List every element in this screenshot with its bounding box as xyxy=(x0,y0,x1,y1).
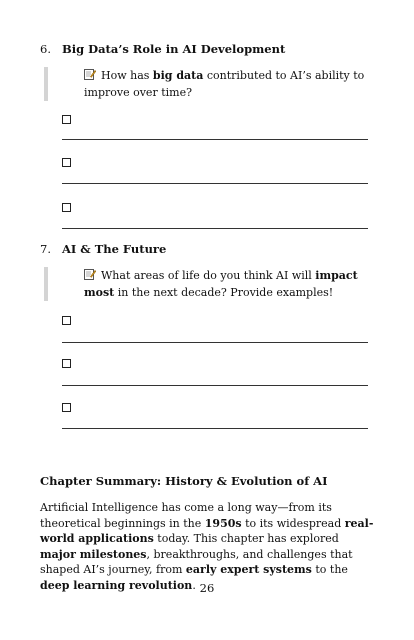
summary-title: Chapter Summary: History & Evolution of AI xyxy=(40,474,328,488)
text-run: What areas of life do you think AI will xyxy=(101,269,316,282)
answer-line[interactable] xyxy=(62,183,368,184)
bold-phrase: deep learning revolution xyxy=(40,578,193,592)
bold-phrase: impact most xyxy=(84,269,358,299)
summary-paragraph xyxy=(40,500,375,594)
text-run: today. This chapter has explored xyxy=(153,532,339,546)
text-run: contributed to AI’s ability to improve over time? xyxy=(84,69,365,99)
text-run: to its widespread xyxy=(241,516,345,530)
answer-line[interactable] xyxy=(62,139,368,140)
prompt-text xyxy=(84,69,364,99)
answer-checkbox[interactable] xyxy=(62,115,71,124)
answer-line[interactable] xyxy=(62,428,368,429)
bold-phrase: big data xyxy=(152,69,204,82)
answer-checkbox[interactable] xyxy=(62,359,71,368)
answer-checkbox[interactable] xyxy=(62,316,71,325)
section-heading-7 xyxy=(40,242,166,256)
answer-line[interactable] xyxy=(62,228,368,229)
prompt-block-6 xyxy=(44,67,374,101)
text-run: to the xyxy=(311,563,348,577)
section-number: 6. xyxy=(40,42,51,56)
section-title: AI & The Future xyxy=(62,242,167,256)
memo-pencil-icon xyxy=(84,68,96,80)
prompt-block-7 xyxy=(44,267,374,301)
answer-checkbox[interactable] xyxy=(62,403,71,412)
text-run: Artificial Intelligence has come a long way—from its theoretical beginnings in the xyxy=(40,501,332,530)
page-number: 26 xyxy=(199,581,215,595)
prompt-text xyxy=(84,269,358,299)
section-title: Big Data’s Role in AI Development xyxy=(62,42,286,56)
bold-phrase: 1950s xyxy=(204,516,242,530)
text-run: How has xyxy=(101,69,153,82)
memo-pencil-icon xyxy=(84,268,96,280)
section-number: 7. xyxy=(40,242,51,256)
answer-line[interactable] xyxy=(62,342,368,343)
text-run: in the next decade? Provide examples! xyxy=(114,286,334,299)
bold-phrase: real-world applications xyxy=(40,516,374,546)
answer-checkbox[interactable] xyxy=(62,158,71,167)
answer-checkbox[interactable] xyxy=(62,203,71,212)
text-run: , breakthroughs, and challenges that shaped AI’s journey, from xyxy=(40,547,353,577)
section-heading-6 xyxy=(40,42,285,56)
answer-line[interactable] xyxy=(62,385,368,386)
bold-phrase: major milestones xyxy=(40,547,147,561)
text-run: . xyxy=(192,578,196,592)
bold-phrase: early expert systems xyxy=(185,563,312,577)
